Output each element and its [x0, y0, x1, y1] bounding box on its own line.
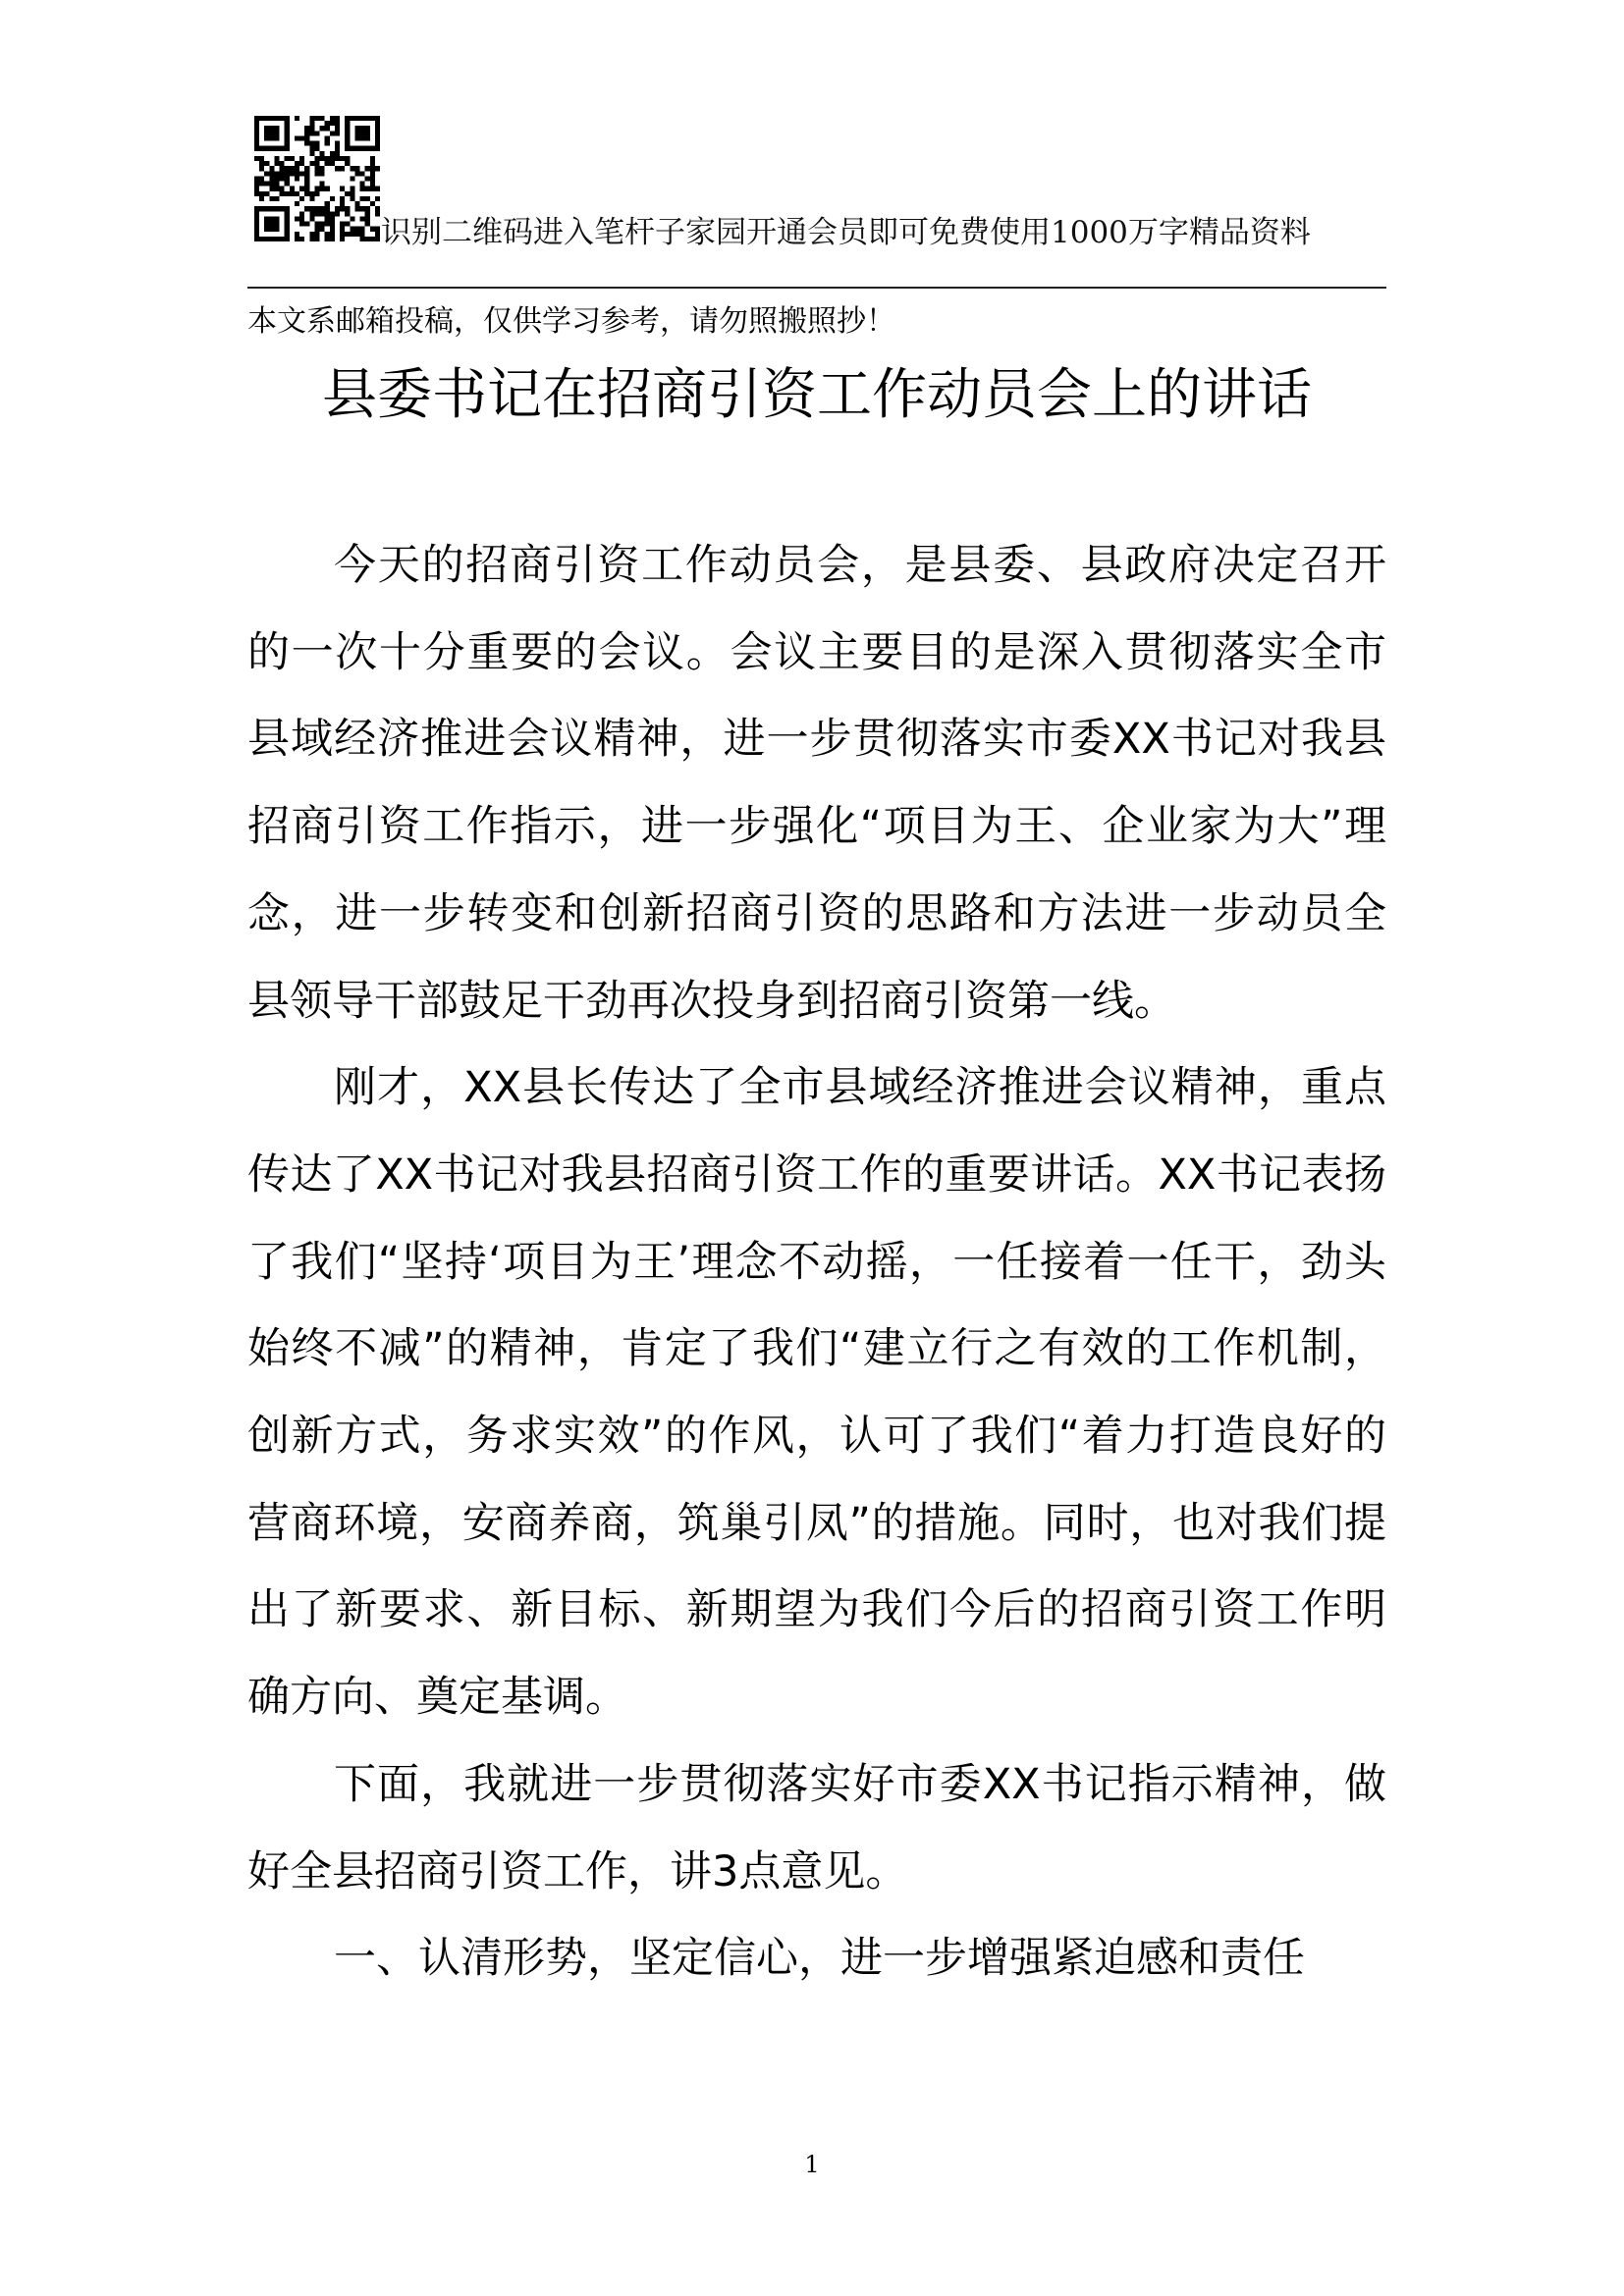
- body-paragraph: 刚才，XX县长传达了全市县域经济推进会议精神，重点传达了XX书记对我县招商引资工作的重要讲话。XX书记表扬了我们“坚持‘项目为王’理念不动摇，一任接着一任干，劲头始终不减”的精神，肯定了我们“建立行之有效的工作机制，创新方式，务求实效”的作风，认可了我们“着力打造良好的营商环境，安商养商，筑巢引凤”的措施。同时，也对我们提出了新要求、新目标、新期望为我们今后的招商引资工作明确方向、奠定基调。: [247, 1063, 1386, 1723]
- body-paragraph: 下面，我就进一步贯彻落实好市委XX书记指示精神，做好全县招商引资工作，讲3点意见。: [247, 1759, 1386, 1896]
- qr-promo-note: 识别二维码进入笔杆子家园开通会员即可免费使用1000万字精品资料: [381, 215, 1311, 250]
- header-divider: [247, 287, 1386, 289]
- body-paragraph: 今天的招商引资工作动员会，是县委、县政府决定召开的一次十分重要的会议。会议主要目的是深入贯彻落实全市县域经济推进会议精神，进一步贯彻落实市委XX书记对我县招商引资工作指示，进一步强化“项目为王、企业家为大”理念，进一步转变和创新招商引资的思路和方法进一步动员全县领导干部鼓足干劲再次投身到招商引资第一线。: [247, 541, 1386, 1026]
- document-title: 县委书记在招商引资工作动员会上的讲话: [322, 363, 1312, 427]
- page-number: 1: [804, 2151, 820, 2178]
- qr-code-icon: [254, 116, 380, 241]
- body-paragraph: 一、认清形势，坚定信心，进一步增强紧迫感和责任: [334, 1934, 1305, 1984]
- disclaimer-text: 本文系邮箱投稿，仅供学习参考，请勿照搬照抄！: [247, 304, 895, 339]
- document-body: [247, 522, 1386, 2002]
